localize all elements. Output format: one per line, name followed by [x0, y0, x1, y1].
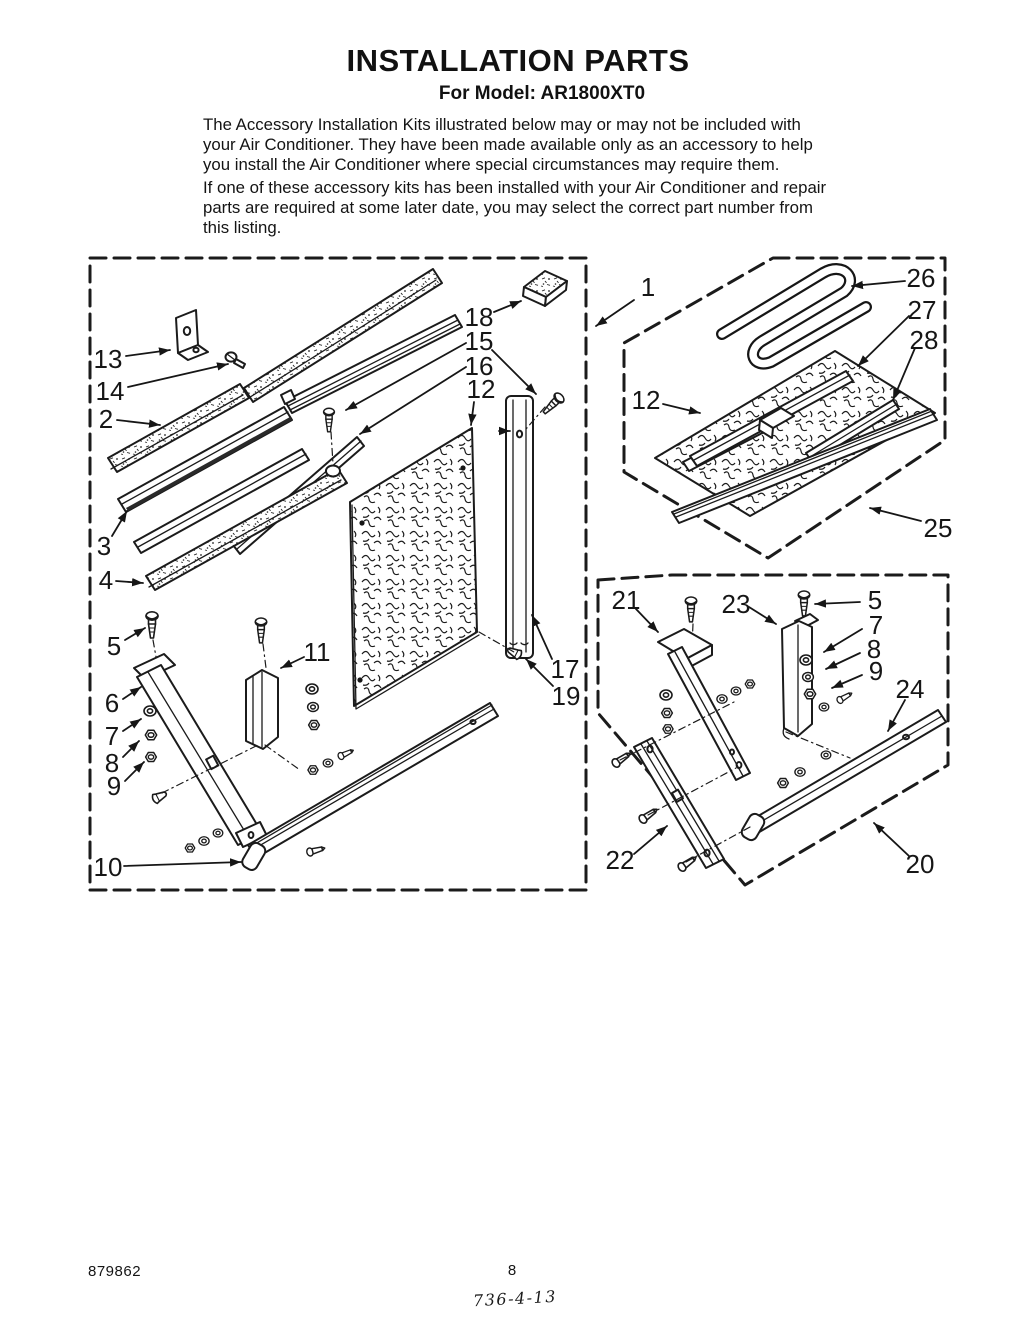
callout-label-11: 11	[303, 637, 331, 667]
callout-label-28: 28	[909, 325, 939, 355]
callout-label-19: 19	[551, 681, 581, 711]
callout-leader-5	[125, 628, 145, 640]
callout-label-9: 9	[868, 656, 884, 686]
callout-leader-25	[870, 508, 921, 521]
callout-leader-12	[471, 402, 474, 425]
callout-leader-14	[128, 364, 228, 387]
foam-gasket-26	[722, 269, 866, 364]
callout-label-27: 27	[907, 295, 937, 325]
callout-label-6: 6	[104, 688, 120, 718]
sill-rail-24	[740, 710, 946, 842]
callout-label-3: 3	[96, 531, 112, 561]
callout-leader-15	[492, 350, 536, 394]
callout-leader-12	[663, 404, 700, 413]
washer-stack-right	[306, 684, 319, 730]
callout-leader-23	[749, 607, 776, 624]
callout-leader-20	[874, 823, 909, 856]
callout-leader-8	[826, 653, 860, 669]
callout-label-22: 22	[605, 845, 635, 875]
callout-leader-8	[123, 741, 139, 757]
fastener-cluster-mid	[308, 747, 355, 774]
callout-leader-22	[634, 826, 667, 854]
callout-leader-11	[281, 657, 304, 668]
callout-label-26: 26	[906, 263, 936, 293]
callout-leader-6	[123, 687, 141, 699]
handwritten-code: 736-4-13	[472, 1286, 558, 1311]
screw-15-left	[324, 408, 335, 464]
callout-label-17: 17	[550, 654, 580, 684]
callout-leader-19	[526, 659, 553, 686]
callout-label-15: 15	[464, 326, 494, 356]
callout-label-8: 8	[104, 748, 120, 778]
callout-label-5: 5	[867, 585, 883, 615]
intro-paragraph-1: The Accessory Installation Kits illustrated below may or may not be included with your Air Conditioner. They have been made available only as an accessory to help you install the Air Conditioner where special circumstances may require them.	[203, 115, 813, 174]
callout-leader-2	[117, 420, 160, 425]
fastener-trio-bottom	[185, 829, 223, 852]
foam-block-18	[523, 271, 567, 306]
callout-label-25: 25	[923, 513, 953, 543]
page-title: INSTALLATION PARTS	[346, 43, 690, 78]
doc-number: 879862	[88, 1263, 142, 1280]
callout-leader-4	[116, 581, 143, 583]
callout-leader-24	[888, 700, 905, 731]
foam-panel-kit-12	[655, 351, 937, 523]
callout-label-7: 7	[104, 721, 120, 751]
callout-label-20: 20	[905, 849, 935, 879]
callout-leader-9	[125, 762, 144, 781]
callout-label-18: 18	[464, 302, 494, 332]
callout-label-12: 12	[466, 374, 496, 404]
bracket-screw-14	[226, 352, 246, 368]
callout-label-2: 2	[98, 404, 114, 434]
callout-leader-7	[824, 629, 862, 652]
support-bracket-21	[658, 629, 750, 780]
callout-label-14: 14	[95, 376, 125, 406]
intro-paragraph-2: If one of these accessory kits has been installed with your Air Conditioner and repair parts are required at some later date, you may select the correct part number from this listing.	[203, 177, 827, 237]
callout-leader-27	[858, 316, 909, 366]
callout-leader-10	[124, 862, 241, 866]
callout-label-24: 24	[895, 674, 925, 704]
support-bracket-11	[246, 618, 278, 749]
angle-bracket-13	[176, 310, 208, 360]
callout-leader-17	[532, 615, 552, 659]
callout-label-10: 10	[93, 852, 123, 882]
callout-label-16: 16	[464, 351, 494, 381]
callout-leader-1	[596, 300, 634, 326]
callout-leader-7	[123, 719, 141, 731]
window-channel-17	[499, 396, 533, 658]
callout-label-23: 23	[721, 589, 751, 619]
callout-label-1: 1	[640, 272, 656, 302]
callout-label-5: 5	[106, 631, 122, 661]
callout-leader-5	[815, 602, 860, 604]
callout-label-13: 13	[93, 344, 123, 374]
screw-15-right	[540, 391, 566, 417]
foam-seal-strip-2	[108, 384, 249, 472]
callout-label-8: 8	[866, 634, 882, 664]
callout-label-7: 7	[868, 610, 884, 640]
curtain-panel-12	[350, 428, 479, 709]
page-number: 8	[507, 1262, 517, 1279]
callout-label-9: 9	[106, 771, 122, 801]
callout-leader-26	[852, 281, 905, 286]
callout-leader-28	[893, 348, 915, 400]
callout-leader-18	[494, 301, 521, 312]
callout-leader-3	[112, 511, 127, 536]
callout-label-21: 21	[611, 585, 641, 615]
callout-label-12: 12	[631, 385, 661, 415]
callout-label-4: 4	[98, 565, 114, 595]
model-subtitle: For Model: AR1800XT0	[438, 83, 646, 104]
callout-leader-9	[832, 675, 862, 688]
callout-leader-13	[126, 350, 170, 356]
callout-leader-16	[360, 367, 466, 434]
